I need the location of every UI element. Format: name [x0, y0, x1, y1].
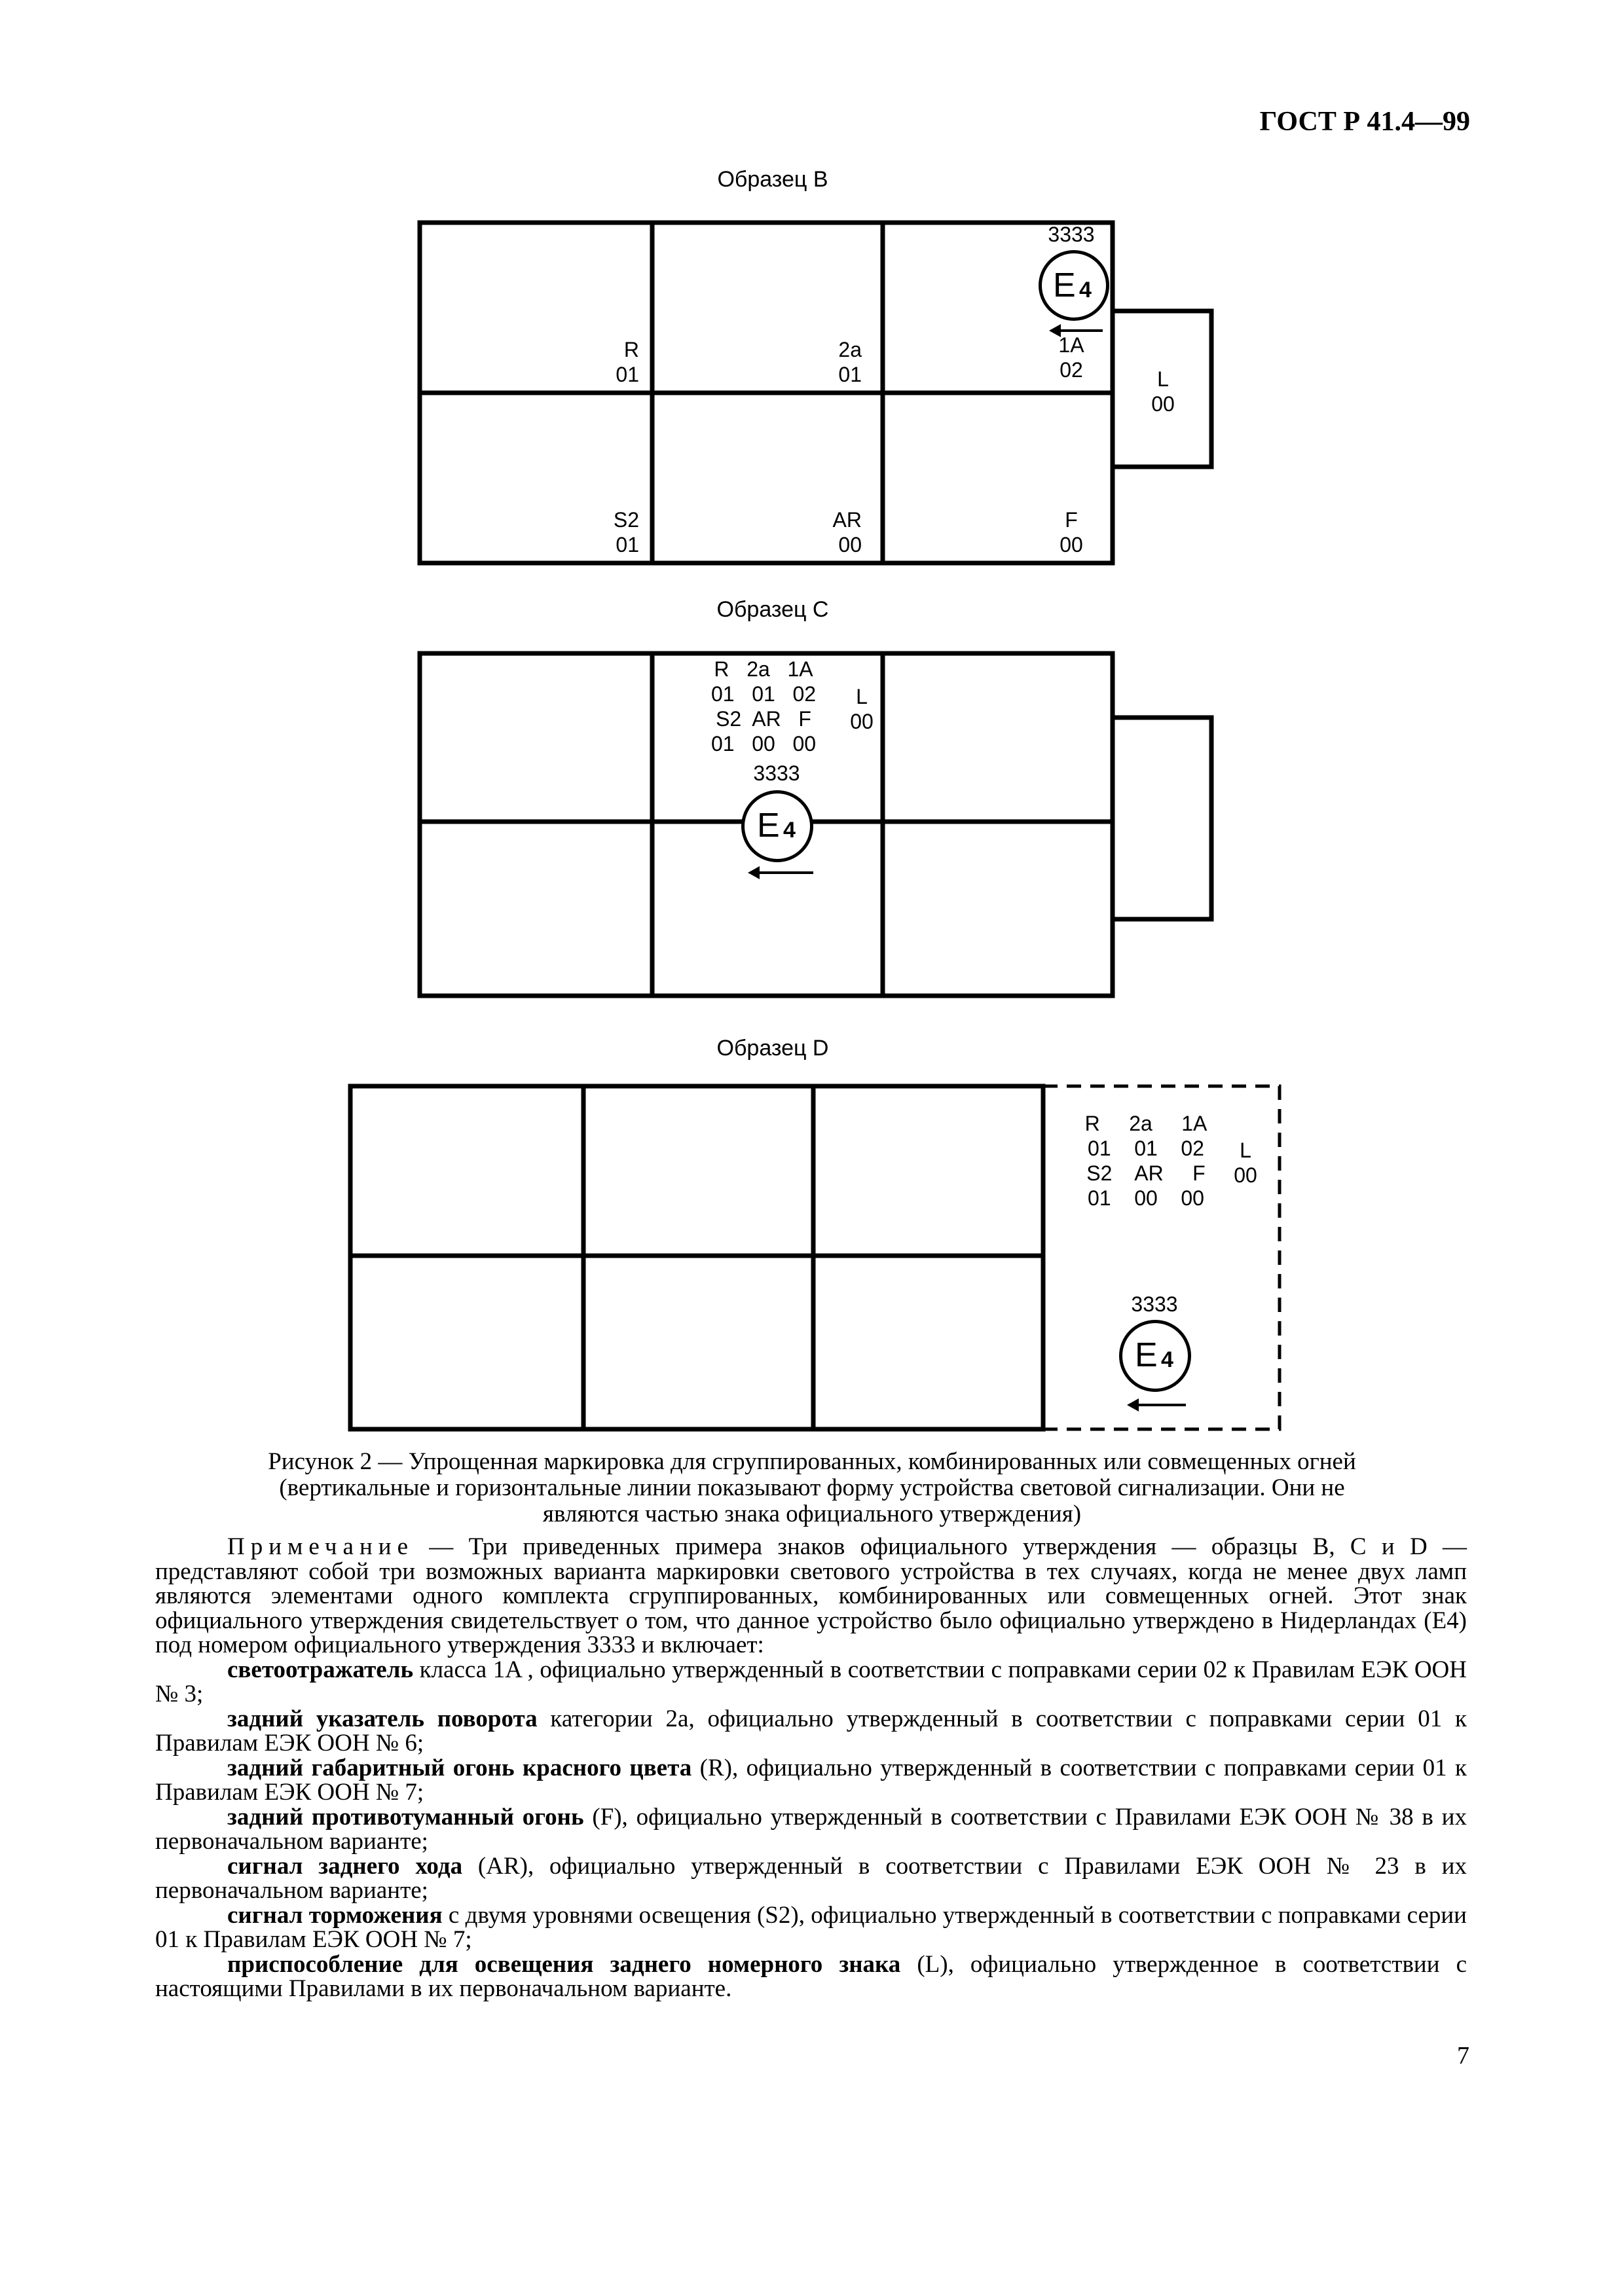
cell-code: L [1157, 367, 1169, 391]
cell-series: 00 [1234, 1163, 1257, 1187]
e-mark-letter: E [757, 807, 780, 845]
cell-code: L [856, 685, 868, 708]
codes-row: 01 00 00 [710, 732, 817, 756]
caption-line: являются частью знака официального утверждения) [542, 1501, 1082, 1527]
approval-number: 3333 [1048, 223, 1095, 246]
e-mark-letter: E [1053, 266, 1076, 304]
note-item-term: задний габаритный огонь красного цвета [227, 1754, 692, 1781]
note-item [155, 1658, 1467, 1707]
approval-number: 3333 [1131, 1292, 1178, 1316]
approval-number: 3333 [753, 761, 800, 785]
note-item [155, 1707, 1467, 1756]
note-item-text: (F), официально утвержденный в соответствии с Правилами ЕЭК ООН № 38 в их первоначальном варианте; [155, 1803, 1467, 1855]
e-mark-letter: E [1135, 1336, 1158, 1374]
note-item [155, 1756, 1467, 1805]
cell-code: 1A [1058, 333, 1084, 357]
cell-series: 01 [616, 363, 639, 386]
codes-row: 01 01 02 [1088, 1137, 1204, 1160]
note-item-text: с двумя уровнями освещения (S2), официально утвержденный в соответствии с поправками серии 01 к Правилам ЕЭК ООН № 7; [155, 1901, 1467, 1953]
sample-b-figure [416, 219, 1215, 566]
cell-code: S2 [613, 508, 639, 532]
note-intro [155, 1535, 1467, 1658]
note-item-term: задний указатель поворота [227, 1705, 538, 1732]
document-code: ГОСТ Р 41.4—99 [1259, 107, 1470, 137]
sample-c-approval-mark [731, 761, 822, 879]
sample-c-figure [416, 650, 1215, 1000]
codes-row: S2 AR F [716, 707, 811, 731]
sample-d-approval-mark [1109, 1292, 1200, 1417]
note-item [155, 1952, 1467, 2001]
note-item-text: (L), официально утвержденное в соответствии с настоящими Правилами в их первоначальном варианте. [155, 1950, 1467, 2002]
sample-b-cell-r [561, 337, 639, 387]
cell-series: 01 [838, 363, 862, 386]
note-item-term: светоотражатель [227, 1656, 414, 1683]
note-item-term: приспособление для освещения заднего номерного знака [227, 1950, 901, 1978]
codes-row: R 2a 1A [714, 657, 813, 681]
cell-code: 2a [838, 338, 862, 361]
sample-c-lamp-codes [678, 657, 849, 756]
sample-b-cell-l [1124, 367, 1202, 416]
direction-arrow-icon [750, 871, 813, 874]
direction-arrow-icon [1130, 1404, 1186, 1406]
caption-line: (вертикальные и горизонтальные линии показывают форму устройства световой сигнализации. Они не [279, 1474, 1345, 1501]
note-intro-text: — Три приведенных примера знаков официального утверждения — образцы B, C и D — представляют собой три возможных варианта маркировки светового устройства в тех случаях, когда не менее двух ламп являются элементами одного комплекта сгруппированных, комбинированных или совмещенных огней. Этот знак официального утверждения свидетельствует о том, что данное устройство было официально утверждено в Нидерландах (E4) под номером официального утверждения 3333 и включает: [155, 1533, 1467, 1658]
cell-series: 00 [850, 710, 874, 733]
sample-d-figure [347, 1083, 1290, 1436]
page-number: 7 [1457, 2042, 1469, 2069]
note-item [155, 1854, 1467, 1903]
sample-d-l-label [1219, 1138, 1272, 1188]
note-item-text: (R), официально утвержденный в соответствии с поправками серии 01 к Правилам ЕЭК ООН № 7; [155, 1754, 1467, 1806]
cell-code: F [1065, 508, 1078, 532]
note-item-text: (AR), официально утвержденный в соответствии с Правилами ЕЭК ООН № 23 в их первоначальном варианте; [155, 1852, 1467, 1904]
e-mark-country: 4 [783, 818, 796, 843]
cell-code: R [623, 338, 639, 361]
sample-b-cell-ar [783, 507, 862, 557]
note-item-text: категории 2а, официально утвержденный в соответствии с поправками серии 01 к Правилам ЕЭК ООН № 6; [155, 1705, 1467, 1757]
note-body [155, 1535, 1467, 2001]
codes-row: R 2a 1A [1084, 1112, 1207, 1135]
cell-series: 02 [1060, 358, 1083, 382]
note-item-term: сигнал заднего хода [227, 1852, 463, 1880]
figure-caption [164, 1449, 1460, 1527]
note-item [155, 1805, 1467, 1854]
sample-b-approval-mark [1025, 223, 1117, 340]
sample-b-cell-f [1032, 507, 1111, 557]
sample-b-cell-2a [783, 337, 862, 387]
codes-row: 01 01 02 [710, 682, 817, 706]
direction-arrow-icon [1052, 329, 1103, 332]
sample-d-title: Образец D [716, 1036, 829, 1061]
note-item [155, 1903, 1467, 1952]
cell-code: AR [832, 508, 862, 532]
caption-line: Рисунок 2 — Упрощенная маркировка для сгруппированных, комбинированных или совмещенных огней [268, 1448, 1356, 1475]
note-item-term: сигнал торможения [227, 1901, 443, 1929]
sample-c-title: Образец C [716, 597, 829, 622]
note-prefix: Примечание [227, 1533, 414, 1560]
codes-row: 01 00 00 [1088, 1186, 1204, 1210]
sample-b-title: Образец B [717, 167, 828, 192]
cell-code: L [1240, 1139, 1251, 1162]
cell-series: 00 [1151, 392, 1175, 416]
sample-d-lamp-codes [1064, 1111, 1228, 1211]
sample-b-cell-s2 [561, 507, 639, 557]
e-mark-country: 4 [1079, 278, 1092, 302]
note-item-term: задний противотуманный огонь [227, 1803, 584, 1831]
note-item-text: класса 1A , официально утвержденный в соответствии с поправками серии 02 к Правилам ЕЭК ООН № 3; [155, 1656, 1467, 1707]
cell-series: 00 [838, 533, 862, 556]
codes-row: S2 AR F [1086, 1161, 1206, 1185]
cell-series: 00 [1060, 533, 1083, 556]
cell-series: 01 [616, 533, 639, 556]
sample-c-l-label [836, 684, 888, 734]
e-mark-country: 4 [1161, 1347, 1173, 1372]
